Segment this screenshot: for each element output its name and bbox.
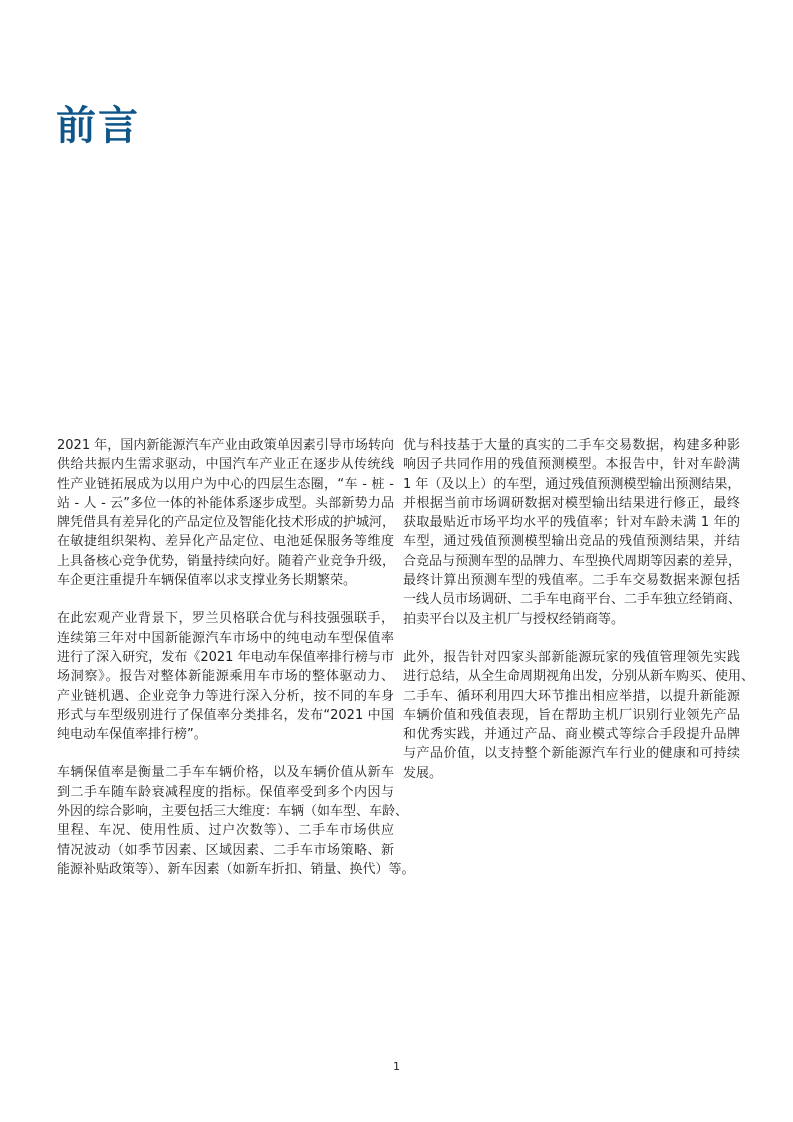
text-line: 拍卖平台以及主机厂与授权经销商等。 <box>403 611 625 627</box>
text-line: 性产业链拓展成为以用户为中心的四层生态圈，“车 - 桩 - <box>57 476 394 492</box>
paragraph <box>57 609 394 744</box>
text-line: 车辆价值和残值表现，旨在帮助主机厂识别行业领先产品 <box>403 707 740 723</box>
text-line: 站 - 人 - 云”多位一体的补能体系逐步成型。头部新势力品 <box>57 495 394 511</box>
text-line: 外因的综合影响，主要包括三大维度：车辆（如车型、车龄、 <box>57 804 409 820</box>
text-line: 在此宏观产业背景下，罗兰贝格联合优与科技强强联手， <box>57 611 394 627</box>
text-line: 合竞品与预测车型的品牌力、车型换代周期等因素的差异， <box>403 553 742 569</box>
text-line: 进行了深入研究，发布《2021 年电动车保值率排行榜与市 <box>57 649 394 665</box>
text-line: 车辆保值率是衡量二手车车辆价格，以及车辆价值从新车 <box>57 765 394 781</box>
text-line: 二手车、循环利用四大环节推出相应举措，以提升新能源 <box>403 688 740 704</box>
text-line: 优与科技基于大量的真实的二手车交易数据，构建多种影 <box>403 438 740 453</box>
text-line: 1 年（及以上）的车型，通过残值预测模型输出预测结果， <box>403 476 741 492</box>
text-line: 并根据当前市场调研数据对模型输出结果进行修正，最终 <box>403 495 740 511</box>
text-line: 连续第三年对中国新能源汽车市场中的纯电动车型保值率 <box>57 630 394 646</box>
text-line: 场洞察》。报告对整体新能源乘用车市场的整体驱动力、 <box>57 669 394 685</box>
text-line: 到二手车随车龄衰减程度的指标。保值率受到多个内因与 <box>57 784 394 800</box>
text-line: 发展。 <box>403 765 443 781</box>
text-line: 进行总结，从全生命周期视角出发，分别从新车购买、使用、 <box>403 669 755 685</box>
text-line: 车企更注重提升车辆保值率以求支撑业务长期繁荣。 <box>57 573 357 589</box>
text-line: 纯电动车保值率排行榜”。 <box>57 727 207 743</box>
text-line: 一线人员市场调研、二手车电商平台、二手车独立经销商、 <box>403 592 742 608</box>
text-line: 响因子共同作用的残值预测模型。本报告中，针对车龄满 <box>403 457 740 473</box>
text-line: 最终计算出预测车型的残值率。二手车交易数据来源包括 <box>403 573 740 589</box>
left-column <box>57 436 415 898</box>
text-line: 形式与车型级别进行了保值率分类排名，发布“2021 中国 <box>57 707 394 723</box>
text-line: 此外，报告针对四家头部新能源玩家的残值管理领先实践 <box>403 649 740 665</box>
text-line: 牌凭借具有差异化的产品定位及智能化技术形成的护城河， <box>57 515 396 531</box>
text-line: 在敏捷组织架构、差异化产品定位、电池延保服务等维度 <box>57 534 394 550</box>
right-column <box>403 436 755 802</box>
paragraph <box>403 648 755 783</box>
paragraph <box>403 436 740 629</box>
paragraph <box>57 763 415 879</box>
page-title: 前言 <box>56 103 140 149</box>
text-line: 上具备核心竞争优势，销量持续向好。随着产业竞争升级， <box>57 553 396 569</box>
text-line: 供给共振内生需求驱动，中国汽车产业正在逐步从传统线 <box>57 457 394 473</box>
text-line: 获取最贴近市场平均水平的残值率；针对车龄未满 1 年的 <box>403 515 740 531</box>
text-line: 能源补贴政策等）、新车因素（如新车折扣、销量、换代）等。 <box>57 861 415 877</box>
text-line: 里程、车况、使用性质、过户次数等）、二手车市场供应 <box>57 823 394 839</box>
page-number: 1 <box>393 1060 400 1073</box>
text-line: 产业链机遇、企业竞争力等进行深入分析，按不同的车身 <box>57 688 394 704</box>
text-line: 和优秀实践，并通过产品、商业模式等综合手段提升品牌 <box>403 727 740 743</box>
text-line: 情况波动（如季节因素、区域因素、二手车市场策略、新 <box>57 842 394 858</box>
paragraph <box>57 436 394 590</box>
text-line: 车型，通过残值预测模型输出竞品的残值预测结果，并结 <box>403 534 740 550</box>
text-line: 2021 年，国内新能源汽车产业由政策单因素引导市场转向 <box>57 438 394 453</box>
text-line: 与产品价值，以支持整个新能源汽车行业的健康和可持续 <box>403 746 740 762</box>
